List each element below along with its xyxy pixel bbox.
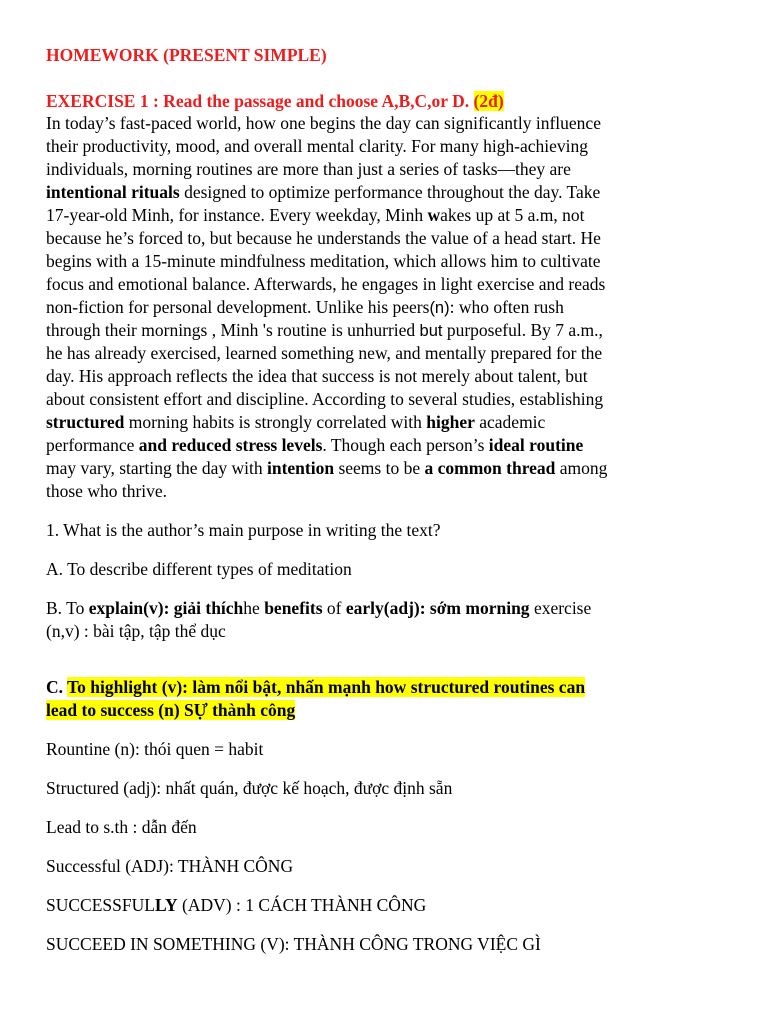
- sans-word: but: [419, 322, 443, 340]
- option-c: [46, 676, 585, 699]
- passage-line: day. His approach reflects the idea that success is not merely about talent, but: [46, 366, 588, 386]
- vocab-item: Lead to s.th : dẫn đến: [46, 817, 197, 837]
- exercise-points: (2đ): [473, 91, 504, 111]
- vocab-item: [46, 894, 426, 917]
- passage-line: [46, 411, 545, 434]
- bold-term: early(adj): sớm morning: [345, 598, 530, 618]
- option-c-line2: [46, 699, 295, 722]
- passage-text: purposeful. By 7 a.m.,: [442, 320, 603, 340]
- bold-term: a common thread: [424, 458, 556, 478]
- passage-line: their productivity, mood, and overall mental clarity. For many high-achieving: [46, 136, 589, 156]
- bold-term: intention: [266, 458, 335, 478]
- document-title: HOMEWORK (PRESENT SIMPLE): [46, 45, 327, 65]
- bold-suffix: LY: [154, 895, 178, 915]
- passage-text: may vary, starting the day with: [46, 458, 267, 478]
- passage-line: begins with a 15-minute mindfulness meditation, which allows him to cultivate: [46, 251, 601, 271]
- passage-text: 17-year-old Minh, for instance. Every weekday, Minh: [46, 205, 428, 225]
- passage-text: morning habits is strongly correlated with: [124, 412, 427, 432]
- question-text: 1. What is the author’s main purpose in writing the text?: [46, 520, 441, 540]
- passage-line: [46, 181, 600, 204]
- highlighted-answer: To highlight (v): làm nổi bật, nhấn mạnh how structured routines can: [67, 677, 586, 697]
- passage-line: [46, 434, 583, 457]
- passage-text: designed to optimize performance throughout the day. Take: [179, 182, 601, 202]
- option-text: exercise: [529, 598, 592, 618]
- passage-text: seems to be: [334, 458, 425, 478]
- bold-term: structured: [46, 412, 125, 432]
- passage-text: performance: [46, 435, 139, 455]
- option-c-label: C.: [46, 677, 68, 697]
- passage-line: he has already exercised, learned something new, and mentally prepared for the: [46, 343, 603, 363]
- exercise-heading-text: EXERCISE 1 : Read the passage and choose A,B,C,or D.: [46, 91, 474, 111]
- passage-line: about consistent effort and discipline. According to several studies, establishing: [46, 389, 604, 409]
- option-text: B. To: [46, 598, 89, 618]
- passage-line: because he’s forced to, but because he understands the value of a head start. He: [46, 228, 601, 248]
- passage-text: among: [555, 458, 608, 478]
- passage-line: In today’s fast-paced world, how one begins the day can significantly influence: [46, 113, 601, 133]
- passage-line: [46, 457, 607, 480]
- pos-annotation: (n): [429, 299, 450, 317]
- passage-line: those who thrive.: [46, 481, 168, 501]
- passage-text: akes up at 5 a.m, not: [440, 205, 585, 225]
- option-text: of: [322, 598, 346, 618]
- vocab-item: Rountine (n): thói quen = habit: [46, 739, 264, 759]
- vocab-text: (ADV) : 1 CÁCH THÀNH CÔNG: [177, 895, 427, 915]
- bold-term: intentional rituals: [46, 182, 180, 202]
- highlighted-answer: lead to success (n) SỰ thành công: [46, 700, 296, 720]
- vocab-item: Structured (adj): nhất quán, được kế hoạch, được định sẵn: [46, 778, 453, 798]
- bold-term: higher: [426, 412, 475, 432]
- bold-term: ideal routine: [488, 435, 584, 455]
- passage-line: individuals, morning routines are more than just a series of tasks—they are: [46, 159, 571, 179]
- bold-term: and reduced stress levels: [138, 435, 323, 455]
- bold-term: explain(v): giải thích: [88, 598, 244, 618]
- passage-text: academic: [474, 412, 546, 432]
- bold-term: benefits: [264, 598, 323, 618]
- passage-text: non-fiction for personal development. Unlike his peers: [46, 297, 430, 317]
- passage-line: focus and emotional balance. Afterwards, he engages in light exercise and reads: [46, 274, 606, 294]
- passage-line: [46, 296, 564, 320]
- option-text: he: [243, 598, 265, 618]
- bold-letter: w: [427, 205, 441, 225]
- option-a: A. To describe different types of meditation: [46, 559, 352, 579]
- passage-text: : who often rush: [449, 297, 564, 317]
- passage-line: [46, 204, 584, 227]
- passage-text: . Though each person’s: [322, 435, 489, 455]
- option-b-line2: (n,v) : bài tập, tập thể dục: [46, 621, 226, 641]
- passage-text: through their mornings , Minh 's routine is unhurried: [46, 320, 420, 340]
- passage-line: [46, 319, 603, 343]
- exercise-heading: [46, 90, 504, 113]
- vocab-item: SUCCEED IN SOMETHING (V): THÀNH CÔNG TRONG VIỆC GÌ: [46, 934, 541, 954]
- option-b: [46, 597, 591, 620]
- vocab-item: Successful (ADJ): THÀNH CÔNG: [46, 856, 294, 876]
- vocab-text: SUCCESSFUL: [46, 895, 155, 915]
